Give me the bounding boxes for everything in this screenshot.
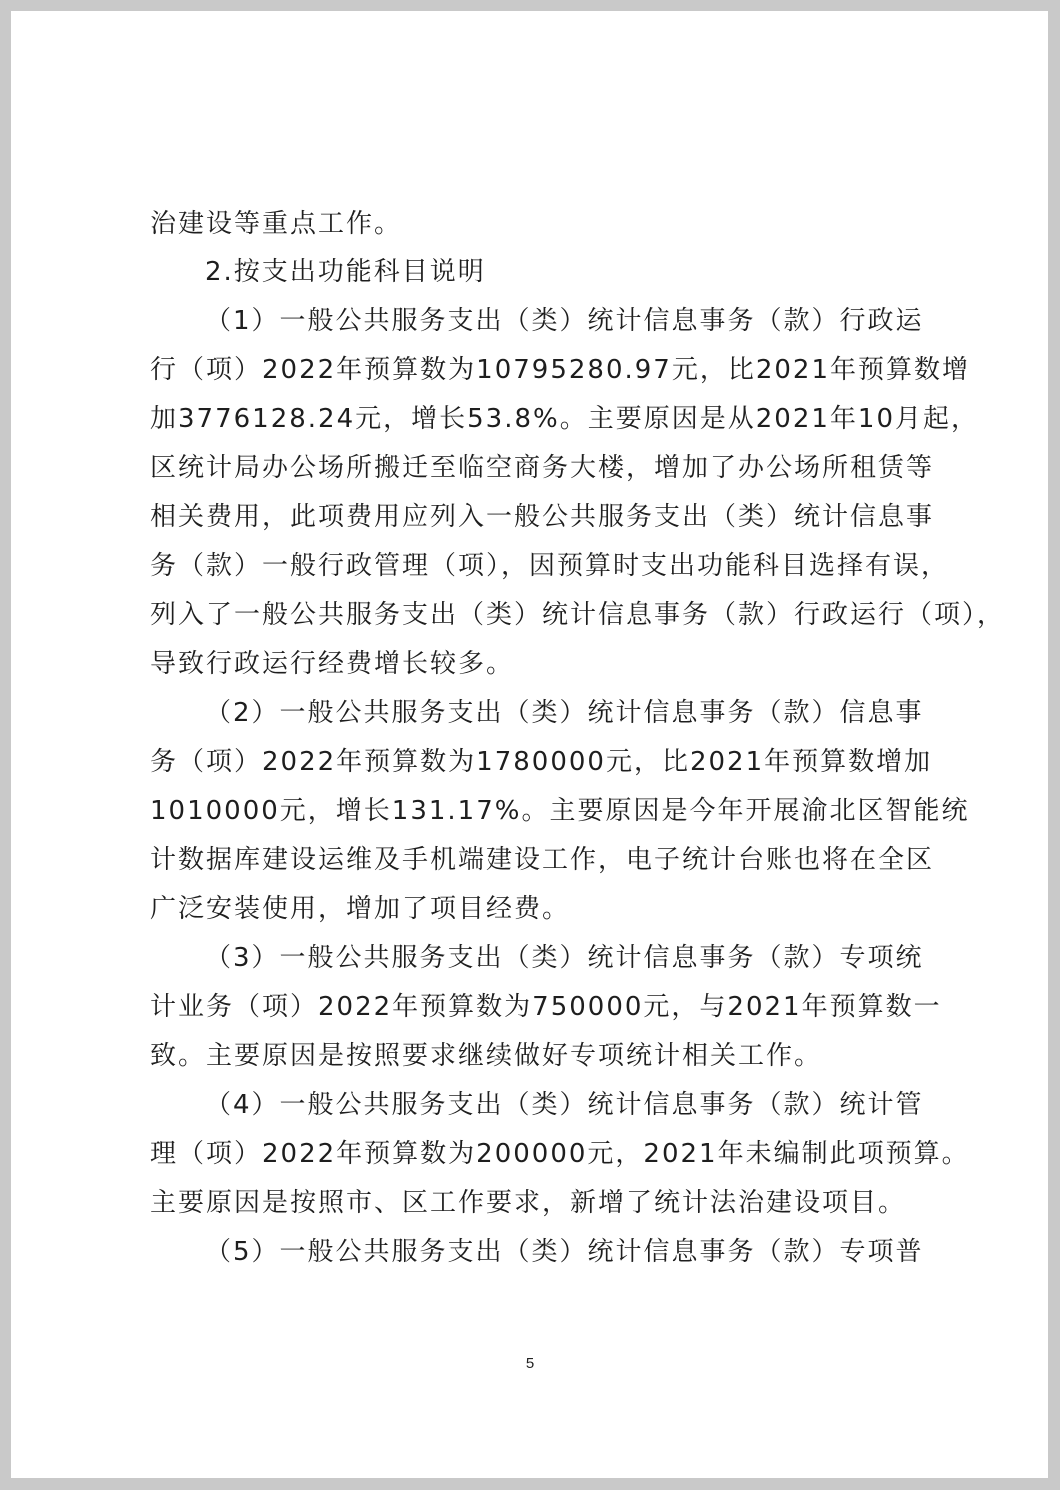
text-line-7: 相关费用，此项费用应列入一般公共服务支出（类）统计信息事: [150, 502, 935, 532]
text-line-21: 主要原因是按照市、区工作要求，新增了统计法治建设项目。: [150, 1188, 907, 1218]
text-line-8: 务（款）一般行政管理（项），因预算时支出功能科目选择有误，: [150, 551, 950, 581]
text-line-14: 计数据库建设运维及手机端建设工作，电子统计台账也将在全区: [150, 845, 935, 875]
text-line-19: （4）一般公共服务支出（类）统计信息事务（款）统计管: [205, 1090, 924, 1120]
text-line-10: 导致行政运行经费增长较多。: [150, 649, 515, 679]
text-line-9: 列入了一般公共服务支出（类）统计信息事务（款）行政运行（项），: [150, 600, 1006, 630]
text-line-22: （5）一般公共服务支出（类）统计信息事务（款）专项普: [205, 1237, 924, 1267]
text-line-13: 1010000元，增长131.17%。主要原因是今年开展渝北区智能统: [150, 796, 970, 826]
text-line-16: （3）一般公共服务支出（类）统计信息事务（款）专项统: [205, 943, 924, 973]
text-line-5: 加3776128.24元，增长53.8%。主要原因是从2021年10月起，: [150, 404, 979, 434]
text-line-18: 致。主要原因是按照要求继续做好专项统计相关工作。: [150, 1041, 823, 1071]
text-line-20: 理（项）2022年预算数为200000元，2021年未编制此项预算。: [150, 1139, 970, 1169]
text-line-3: （1）一般公共服务支出（类）统计信息事务（款）行政运: [205, 306, 924, 336]
text-line-6: 区统计局办公场所搬迁至临空商务大楼，增加了办公场所租赁等: [150, 453, 935, 483]
text-line-17: 计业务（项）2022年预算数为750000元，与2021年预算数一: [150, 992, 942, 1022]
text-line-12: 务（项）2022年预算数为1780000元，比2021年预算数增加: [150, 747, 933, 777]
text-line-11: （2）一般公共服务支出（类）统计信息事务（款）信息事: [205, 698, 924, 728]
section-heading: 2.按支出功能科目说明: [205, 257, 486, 287]
text-line-1: 治建设等重点工作。: [150, 209, 403, 239]
text-line-15: 广泛安装使用，增加了项目经费。: [150, 894, 571, 924]
page-number: 5: [525, 1355, 535, 1372]
text-line-4: 行（项）2022年预算数为10795280.97元，比2021年预算数增: [150, 355, 971, 385]
